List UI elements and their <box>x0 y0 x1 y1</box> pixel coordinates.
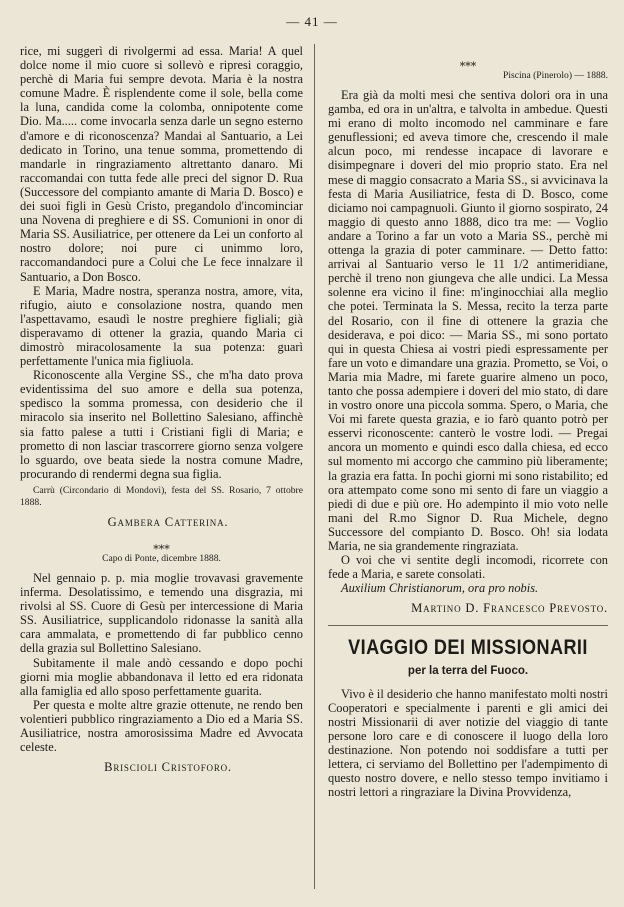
section-title: VIAGGIO DEI MISSIONARII <box>348 636 588 660</box>
paragraph: rice, mi suggerì di rivolgermi ad essa. Maria! A quel dolce nome il mio cuore si sollevò e ripresi coraggio, perchè di Maria fui sempre devota. Maria è la nostra comune Madre. È risplendente come il sole, bella come la luna, candida come la colomba, onnipotente come Dio. Ma..... come invocarla senza darle un segno esterno d'amore e di riconoscenza? Mandai al Santuario, a Lei dedicato in Torino, una tenue somma, promettendo di mandarle in ringraziamento altrettanto danaro. Mi raccomandai con tutta fede alle preci del signor D. Rua (Successore del compianto amante di Maria D. Bosco) e dei suoi figli in Gesù Cristo, pregandolo d'incominciar una Novena di preghiere e di SS. Comunioni in onor di Maria SS. Ausiliatrice, per ottenere da Lei un conforto al nostro dolore; noi pure ci unimmo loro, raccomandandoci pure a Colui che Le fece innalzare il Santuario, a Don Bosco. <box>20 44 303 284</box>
place-date: Capo di Ponte, dicembre 1888. <box>102 553 221 564</box>
separator-asterisms: ⁎⁎⁎ <box>153 540 170 552</box>
signature: Gambera Catterina. <box>107 514 229 529</box>
right-column <box>328 44 608 799</box>
paragraph: Vivo è il desiderio che hanno manifestato molti nostri Cooperatori e specialmente i parenti e gli amici dei nostri Missionarii di aver notizie del viaggio di tante persone loro care e di conoscere il luogo della loro destinazione. Non potendo noi soddisfare a tutti per lettera, ci serviamo del Bollettino per l'adempimento di questo nostro dovere, e nello stesso tempo invitiamo i nostri lettori a ringraziare la Divina Provvidenza, <box>328 686 608 800</box>
paragraph: O voi che vi sentite degli incomodi, ricorrete con fede a Maria, e sarete consolati. <box>328 553 608 582</box>
left-column <box>20 44 303 774</box>
signature: Briscioli Cristoforo. <box>104 760 232 775</box>
page-number: — 41 — <box>286 14 338 29</box>
paragraph: Era già da molti mesi che sentiva dolori ora in una gamba, ed ora in un'altra, e talvolta in ambedue. Questi mi erano di molto incomodo nel camminare e fare genuflessioni; ed aveva timore che, crescendo il male alcun poco, mi rendesse incapace di lavorare e disimpegnare i doveri del mio proprio stato. Era nel mese di maggio consacrato a Maria SS., si avvicinava la festa di Maria Ausiliatrice, festa di D. Bosco, come diciamo noi campagnuoli. Giunto il giorno sospirato, 24 maggio di questo anno 1888, dico tra me: — Voglio andare a Torino a far un voto a Maria SS., perchè mi ottenga la grazia di poter camminare. — Detto fatto: arrivai al Santuario verso le 11 1/2 antimeridiane, perchè il treno non giungeva che alle undici. La Messa solenne era vicino il fine: m'inginocchiai alla meglio che potei. Terminata la S. Messa, recito la terza parte del Rosario, con il fine di ottenere la grazia che desiderava, e poi dico: — Maria SS., mi sono portato qui in questa Chiesa ai vostri piedi espressamente per fare un voto e dimandare una grazia. Prometto, se Voi, o Maria mia Madre, mi farete guarire almeno un poco, tanto che possa adempiere i doveri del mio stato, di dare in vostro onore una piccola somma. Spero, o Maria, che Voi mi farete questa grazia, e io farò quanto potrò per esservi riconoscente: canterò le vostre lodi. — Pregai ancora un momento e quindi esco dalla chiesa, ed ecco sul momento mi accorgo che cammino più liberamente; la grazia era fatta. In pochi giorni mi sono ristabilito; ed ora attempato come sono mi sento di fare un viaggio a piedi di due e più ore. Ho adempinto il mio voto nelle mani del R.mo Signor D. Rua Michele, degno Successore del compianto D. Bosco. Oh! sia lodata Maria, ne sia grandemente ringraziata. <box>328 88 608 553</box>
paragraph: Subitamente il male andò cessando e dopo pochi giorni mia moglie abbandonava il letto ed era ridonata alla famiglia ed allo sposo perfettamente guarita. <box>20 655 303 698</box>
paragraph: Nel gennaio p. p. mia moglie trovavasi gravemente inferma. Desolatissimo, e temendo una disgrazia, mi rivolsi al SS. Cuore di Gesù per intercessione di Maria SS. Ausiliatrice, supplicandolo ridonasse la sanità alla cara ammalata, e promettendo di far pubblico cenno della grazia sul Bollettino Salesiano. <box>20 571 303 656</box>
invocation: Auxilium Christianorum, ora pro nobis. <box>341 581 539 596</box>
signature: Martino D. Francesco Prevosto. <box>411 601 608 616</box>
section-subtitle: per la terra del Fuoco. <box>407 665 529 678</box>
paragraph: Per questa e molte altre grazie ottenute, ne rendo ben volentieri pubblico ringraziamento a Dio ed a Maria SS. Ausiliatrice, nostra amorosissima Madre ed Avvocata celeste. <box>20 697 303 755</box>
column-divider <box>314 44 315 889</box>
separator-asterisms: ⁎⁎⁎ <box>459 57 477 69</box>
paragraph: Riconoscente alla Vergine SS., che m'ha dato prova evidentissima del suo amore e della sua potenza, spedisco la somma promessa, con desiderio che il miracolo sia inserito nel Bollettino Salesiano, affinchè sia fatto palese a tutti i Cristiani figli di Maria; e prometto di non lasciar trascorrere giorno senza volgere lo sguardo, ove beata siede la nostra comune Madre, procurando di rendermi degna sua figlia. <box>20 368 303 481</box>
section-rule <box>328 625 608 626</box>
paragraph: E Maria, Madre nostra, speranza nostra, amore, vita, rifugio, aiuto e consolazione nostra, quando men l'aspettavamo, esaudì le nostre preghiere figliali; già disperavamo di ottener la grazia, quando Maria ci dimostrò miracolosamente la sua potenza: guarì perfettamente l'unica mia figliuola. <box>20 283 303 369</box>
place-date: Piscina (Pinerolo) — 1888. <box>503 70 608 81</box>
place-date: Carrù (Circondario di Mondovì), festa del SS. Rosario, 7 ottobre 1888. <box>20 484 303 508</box>
